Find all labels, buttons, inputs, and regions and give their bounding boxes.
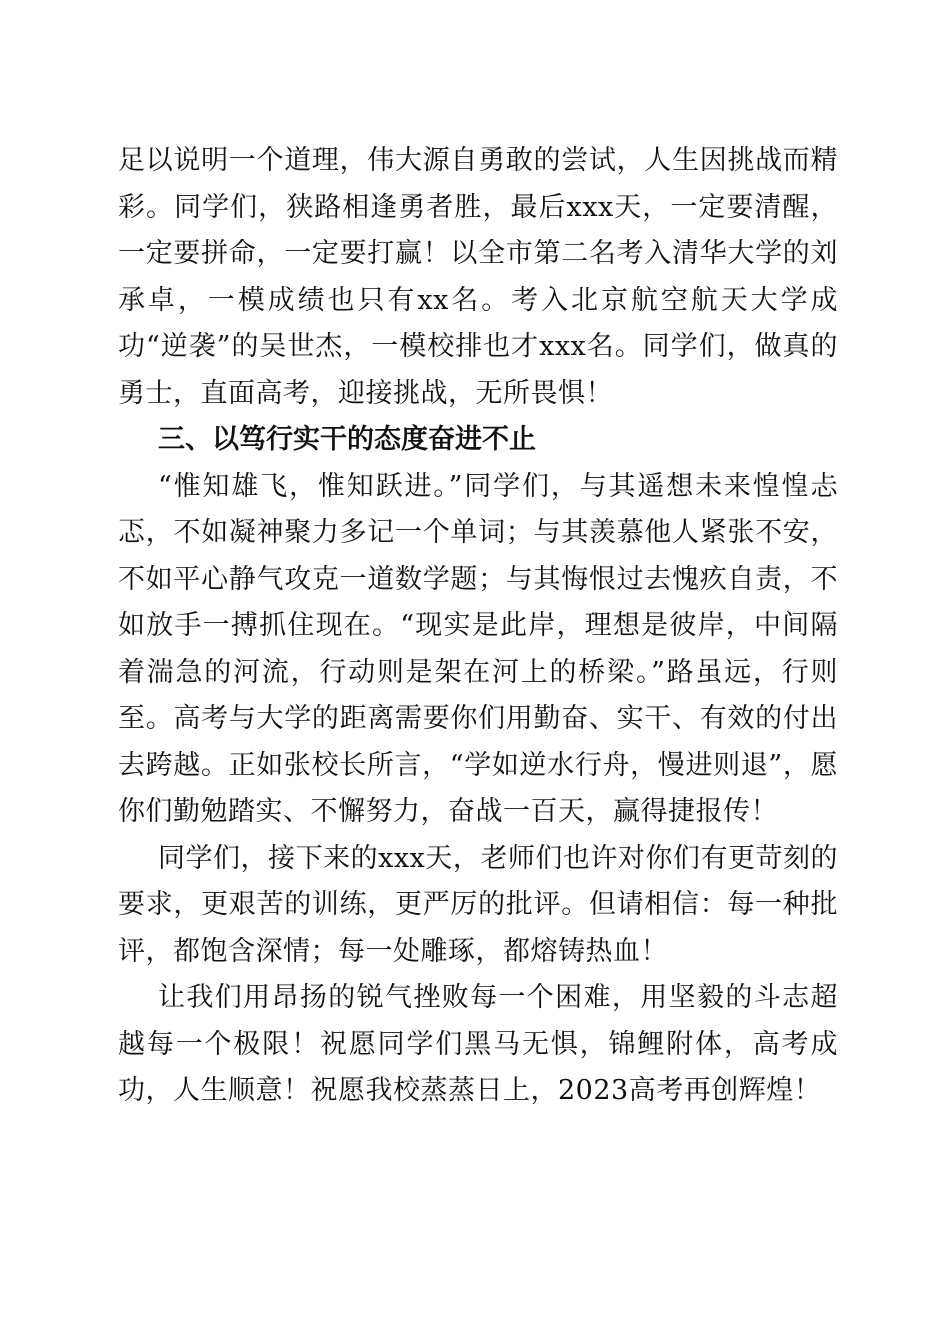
paragraph-challenge: 足以说明一个道理，伟大源自勇敢的尝试，人生因挑战而精彩。同学们，狭路相逢勇者胜，最后xxx天，一定要清醒，一定要拼命，一定要打赢！以全市第二名考入清华大学的刘承卓，一模成绩也只有xx名。考入北京航空航天大学成功“逆袭”的吴世杰，一模校排也才xxx名。同学们，做真的勇士，直面高考，迎接挑战，无所畏惧！	[118, 145, 838, 409]
paragraph-action: “惟知雄飞，惟知跃进。”同学们，与其遥想未来惶惶忐忑，不如凝神聚力多记一个单词；与其羡慕他人紧张不安，不如平心静气攻克一道数学题；与其悔恨过去愧疚自责，不如放手一搏抓住现在。“现实是此岸，理想是彼岸，中间隔着湍急的河流，行动则是架在河上的桥梁。”路虽远，行则至。高考与大学的距离需要你们用勤奋、实干、有效的付出去跨越。正如张校长所言，“学如逆水行舟，慢进则退”，愿你们勤勉踏实、不懈努力，奋战一百天，赢得捷报传！	[118, 470, 838, 827]
document-body	[118, 138, 838, 1115]
section-heading: 三、以笃行实干的态度奋进不止	[158, 424, 536, 455]
paragraph-teachers: 同学们，接下来的xxx天，老师们也许对你们有更苛刻的要求，更艰苦的训练，更严厉的批评。但请相信：每一种批评，都饱含深情；每一处雕琢，都熔铸热血！	[118, 842, 838, 967]
paragraph-blessing: 让我们用昂扬的锐气挫败每一个困难，用坚毅的斗志超越每一个极限！祝愿同学们黑马无惧，锦鲤附体，高考成功，人生顺意！祝愿我校蒸蒸日上，2023高考再创辉煌！	[118, 982, 838, 1106]
